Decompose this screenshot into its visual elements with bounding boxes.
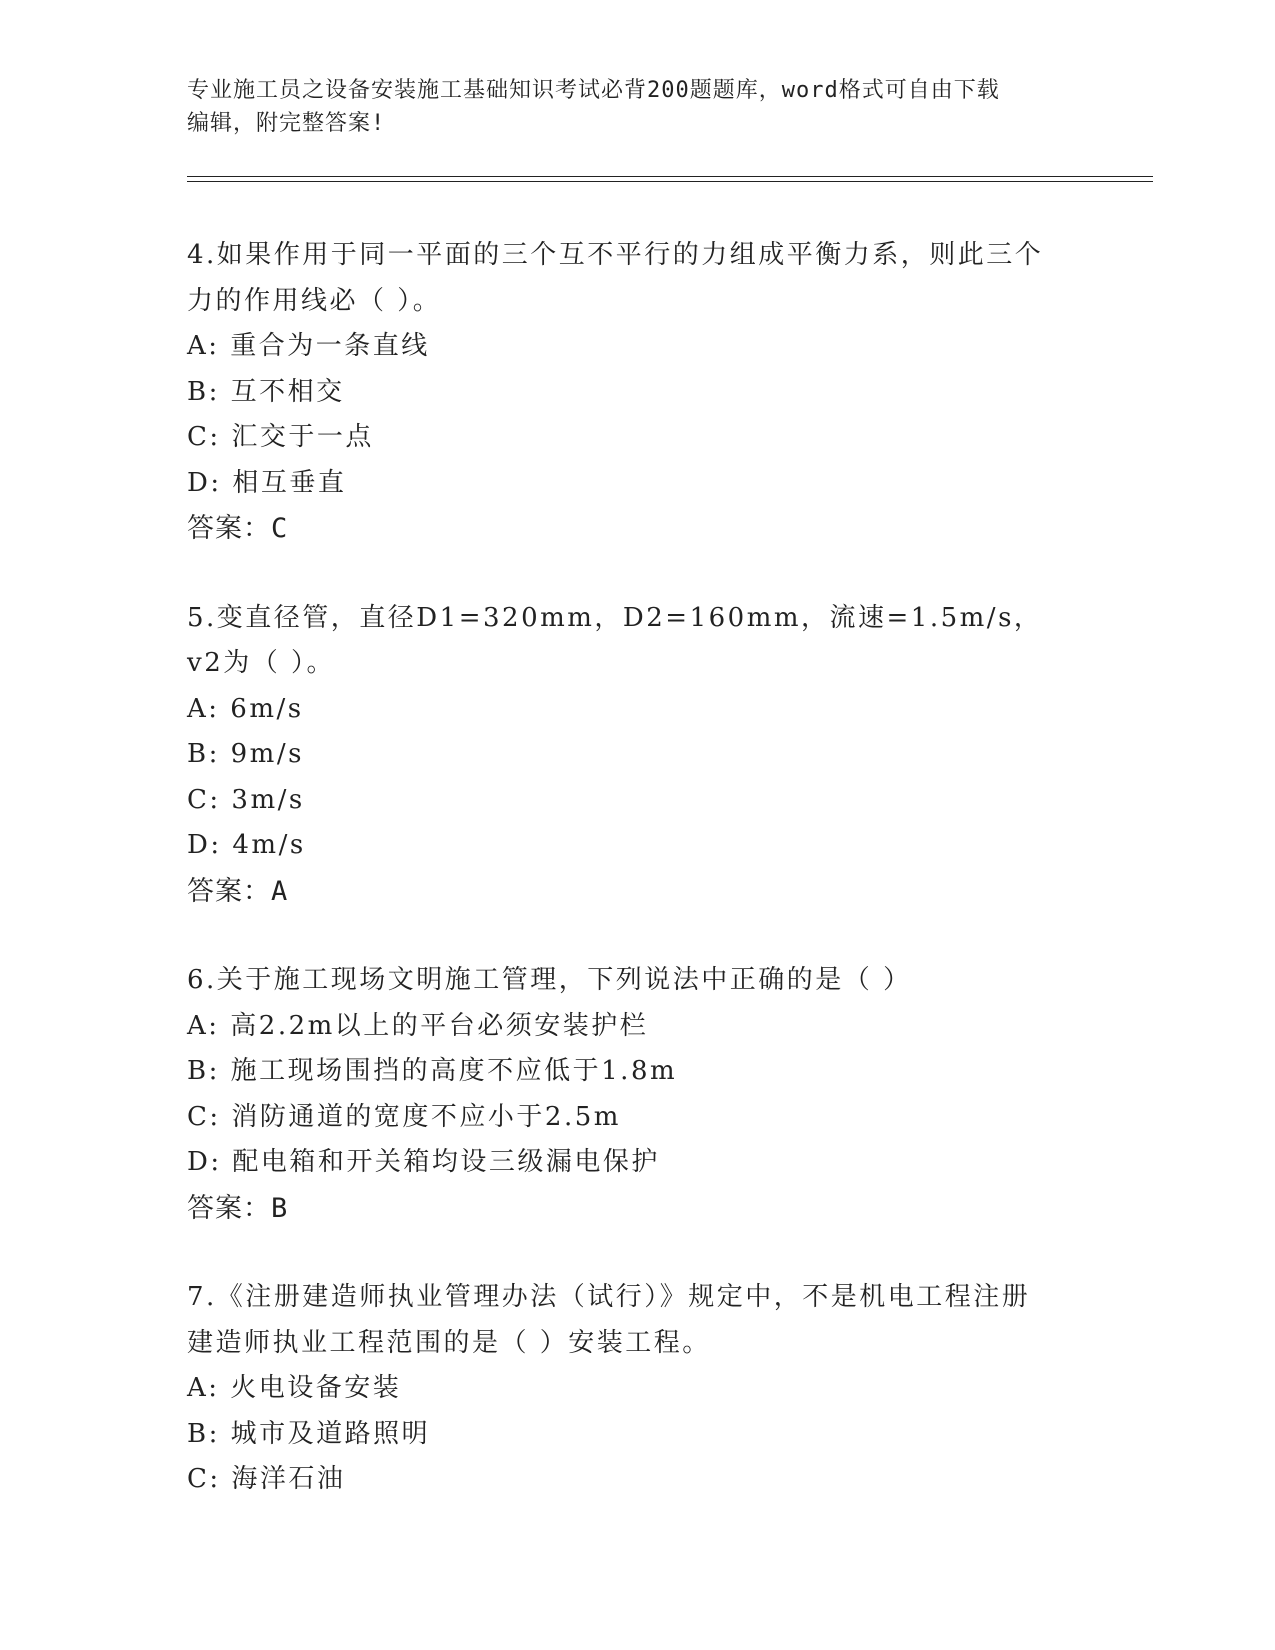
option-a: A: 高2.2m以上的平台必须安装护栏 <box>187 1010 649 1041</box>
option-b: B: 城市及道路照明 <box>187 1418 431 1449</box>
option-d: D: 4m/s <box>187 830 306 860</box>
option-d: D: 相互垂直 <box>187 467 347 498</box>
question-text-continued: 建造师执业工程范围的是（ ）安装工程。 <box>187 1327 711 1358</box>
header-title-line-1: 专业施工员之设备安装施工基础知识考试必背200题题库，word格式可自由下载 <box>187 78 1000 103</box>
option-b: B: 施工现场围挡的高度不应低于1.8m <box>187 1056 678 1086</box>
answer-line: 答案：A <box>187 875 289 907</box>
question-text: 4.如果作用于同一平面的三个互不平行的力组成平衡力系，则此三个 <box>187 240 1044 270</box>
question-list <box>187 233 1067 1547</box>
option-c: C: 海洋石油 <box>187 1464 346 1494</box>
question-5 <box>187 596 1067 915</box>
option-a: A: 重合为一条直线 <box>187 331 430 361</box>
answer-line: 答案：B <box>187 1192 289 1224</box>
header-double-rule <box>187 176 1153 182</box>
answer-line: 答案：C <box>187 513 289 544</box>
option-c: C: 汇交于一点 <box>187 422 374 452</box>
question-4 <box>187 233 1067 552</box>
question-6 <box>187 958 1067 1231</box>
question-text-continued: 力的作用线必（ ）。 <box>187 285 442 316</box>
option-b: B: 互不相交 <box>187 376 345 407</box>
document-header <box>187 74 1087 140</box>
option-c: C: 消防通道的宽度不应小于2.5m <box>187 1101 621 1132</box>
question-text: 5.变直径管，直径D1=320mm，D2=160mm，流速=1.5m/s，v2为（ ）。 <box>187 602 1043 678</box>
question-text: 7.《注册建造师执业管理办法（试行）》规定中，不是机电工程注册 <box>187 1282 1031 1312</box>
option-d: D: 配电箱和开关箱均设三级漏电保护 <box>187 1147 660 1177</box>
option-a: A: 6m/s <box>187 693 304 724</box>
question-text: 6.关于施工现场文明施工管理，下列说法中正确的是（ ） <box>187 965 912 995</box>
option-c: C: 3m/s <box>187 784 305 815</box>
question-7 <box>187 1275 1067 1503</box>
option-b: B: 9m/s <box>187 739 304 769</box>
option-a: A: 火电设备安装 <box>187 1373 402 1403</box>
header-title-line-2: 编辑，附完整答案! <box>187 111 386 136</box>
